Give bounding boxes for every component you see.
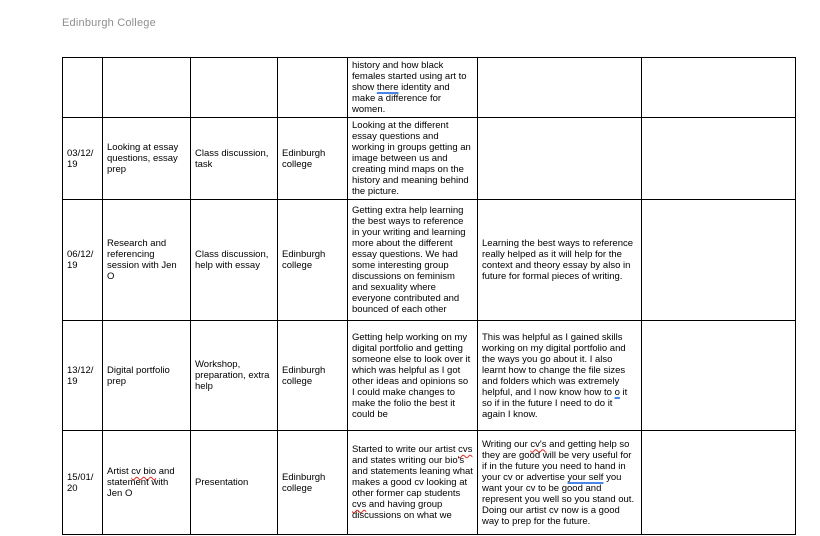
cell-location-r2[interactable] [278, 118, 348, 200]
cell-location-r4[interactable] [278, 321, 348, 431]
cell-text: and having group discussions on what we [352, 499, 452, 521]
cell-text: 13/12/19 [67, 364, 94, 387]
cell-text: Getting extra help learning the best ways to reference in your writing and learning more about the different essay questions. We had some interesting group discussions on feminism and sexuality where everyone contributed and bounced of each other [352, 205, 466, 315]
cell-date-r4[interactable] [63, 321, 103, 431]
spell-marked-text[interactable]: cv bio [131, 466, 157, 477]
cell-extra-r5[interactable] [642, 431, 796, 535]
cell-activity-r5[interactable] [103, 431, 191, 535]
cell-text: history and how black females started using art to show [352, 60, 467, 93]
cell-session-type-r1[interactable] [191, 58, 278, 118]
cell-text: Looking at the different essay questions and working in groups getting an image between us and creating mind maps on the history and meaning behind the picture. [352, 120, 471, 197]
table-row [63, 58, 796, 118]
cell-date-r3[interactable] [63, 200, 103, 321]
cell-session-type-r4[interactable] [191, 321, 278, 431]
cell-text: Edinburgh college [282, 147, 326, 170]
cell-text: Edinburgh college [282, 364, 326, 387]
table-row [63, 118, 796, 200]
table-row [63, 431, 796, 535]
cell-text: Writing our [482, 438, 531, 450]
cell-text: Class discussion, help with essay [195, 249, 269, 271]
cell-text: 15/01/20 [67, 471, 94, 494]
cell-reflection-r5[interactable] [478, 431, 642, 535]
cell-text: Presentation [195, 477, 249, 488]
grammar-marked-text[interactable]: o [614, 386, 620, 398]
cell-location-r1[interactable] [278, 58, 348, 118]
cell-text: 03/12/19 [67, 147, 94, 170]
cell-activity-r2[interactable] [103, 118, 191, 200]
spell-marked-text[interactable]: cv's [530, 438, 547, 450]
cell-reflection-r1[interactable] [478, 58, 642, 118]
page-title: Edinburgh College [62, 17, 156, 29]
cell-date-r5[interactable] [63, 431, 103, 535]
cell-text: and getting help so they are good will be very useful for if in the future you need to hand in your cv or advertise [482, 438, 632, 483]
cell-text: Edinburgh college [282, 249, 326, 271]
table-row [63, 200, 796, 321]
cell-description-r4[interactable] [348, 321, 478, 431]
cell-description-r3[interactable] [348, 200, 478, 321]
cell-text: Research and referencing session with Jen O [107, 238, 177, 282]
cell-location-r5[interactable] [278, 431, 348, 535]
log-table-body [63, 58, 796, 535]
table-row [63, 321, 796, 431]
cell-date-r2[interactable] [63, 118, 103, 200]
cell-text: Looking at essay questions, essay prep [107, 142, 179, 175]
cell-text: Edinburgh college [282, 471, 326, 494]
cell-extra-r1[interactable] [642, 58, 796, 118]
cell-text: Learning the best ways to reference really helped as it will help for the context and theory essay by also in future for formal pieces of writing. [482, 238, 634, 282]
cell-text: Getting help working on my digital portfolio and getting someone else to look over it which was helpful as I got other ideas and opinions so I could make changes to make the folio the best it could be [352, 331, 471, 420]
cell-text: it so if in the future I need to do it again I know. [482, 386, 628, 420]
grammar-marked-text[interactable]: your self [567, 471, 604, 483]
cell-text: and states writing our bio's and statements leaning what makes a good cv looking at other former cap students [352, 455, 473, 499]
cell-description-r2[interactable] [348, 118, 478, 200]
grammar-marked-text[interactable]: there [376, 82, 399, 93]
learning-log-table [62, 57, 796, 535]
cell-text: Workshop, preparation, extra help [195, 359, 270, 392]
cell-extra-r4[interactable] [642, 321, 796, 431]
cell-text: and statement with Jen O [107, 466, 175, 499]
spell-marked-text[interactable]: cvs [352, 499, 367, 510]
cell-text: Started to write our artist [352, 444, 459, 455]
cell-activity-r4[interactable] [103, 321, 191, 431]
cell-text: This was helpful as I gained skills working on my digital portfolio and the ways you go about it. I also learnt how to change the file sizes and folders which was extremely helpful, and I now know how to [482, 331, 626, 398]
cell-location-r3[interactable] [278, 200, 348, 321]
cell-session-type-r3[interactable] [191, 200, 278, 321]
cell-text: 06/12/19 [67, 249, 94, 271]
cell-date-r1[interactable] [63, 58, 103, 118]
cell-description-r5[interactable] [348, 431, 478, 535]
cell-activity-r1[interactable] [103, 58, 191, 118]
cell-text: Class discussion, task [195, 147, 269, 170]
cell-text: Artist [107, 466, 132, 477]
cell-text: Digital portfolio prep [107, 364, 170, 387]
cell-extra-r2[interactable] [642, 118, 796, 200]
spell-marked-text[interactable]: cvs [458, 444, 473, 455]
cell-extra-r3[interactable] [642, 200, 796, 321]
cell-text: you want your cv to be good and represent you well so you stand out. Doing our artist cv now is a good way to prep for the future. [482, 471, 635, 527]
cell-reflection-r2[interactable] [478, 118, 642, 200]
cell-reflection-r4[interactable] [478, 321, 642, 431]
cell-session-type-r5[interactable] [191, 431, 278, 535]
cell-activity-r3[interactable] [103, 200, 191, 321]
cell-text: identity and make a difference for women. [352, 82, 450, 115]
cell-description-r1[interactable] [348, 58, 478, 118]
cell-session-type-r2[interactable] [191, 118, 278, 200]
cell-reflection-r3[interactable] [478, 200, 642, 321]
